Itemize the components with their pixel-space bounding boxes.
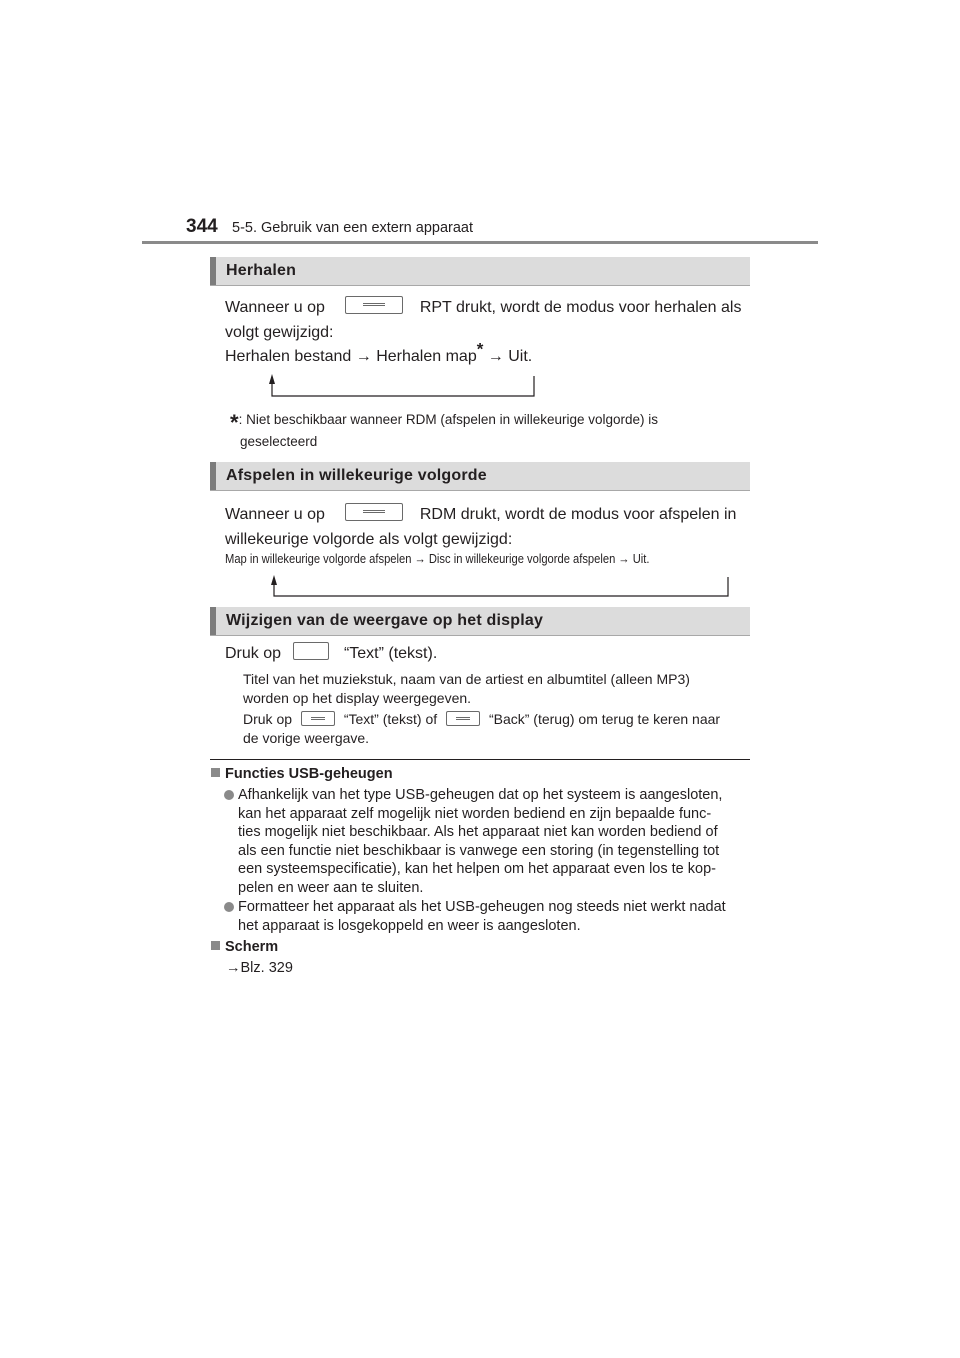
loop-back-arrow-icon xyxy=(262,573,737,601)
repeat-paragraph: Wanneer u op RPT drukt, wordt de modus voor herhalen als volgt gewijzigd: Herhalen bestand → Herhalen map* → Uit. xyxy=(225,296,745,376)
back-button-icon xyxy=(446,711,480,726)
bullet-dot-icon xyxy=(224,790,234,800)
repeat-sequence: Herhalen bestand → Herhalen map* → Uit. xyxy=(225,339,533,365)
chapter-title: 5-5. Gebruik van een extern apparaat xyxy=(232,220,474,236)
usb-bullet-1: Afhankelijk van het type USB-geheugen dat op het systeem is aangesloten, kan het apparaat zelf mogelijk niet worden bediend en zijn bepaalde func- ties mogelijk niet beschikbaar. Als het apparaat niet kan worden bediend of als een functie niet beschikbaar is vanwege een storing (in tegenstelling tot een systeemspecificatie), kan het helpen om het apparaat even los te kop- pelen en weer aan te sluiten. xyxy=(211,786,751,897)
section-title: Wijzigen van de weergave op het display xyxy=(226,612,544,629)
display-note-2: Druk op “Text” (tekst) of “Back” (terug) om terug te keren naar de vorige weergave. xyxy=(243,711,721,746)
arrow-icon: → xyxy=(355,348,372,365)
section-header-display xyxy=(210,607,750,636)
section-title: Herhalen xyxy=(226,262,297,279)
display-note-1: Titel van het muziekstuk, naam van de artiest en albumtitel (alleen MP3) worden op het display weergegeven. xyxy=(243,671,690,706)
usb-functions-heading: Functies USB-geheugen xyxy=(211,766,393,782)
arrow-icon: → xyxy=(487,348,504,365)
screen-page-ref: →Blz. 329 xyxy=(226,960,293,976)
text-button-icon xyxy=(301,711,335,726)
section-bar xyxy=(210,257,216,285)
section-bar xyxy=(210,607,216,635)
loop-back-arrow-icon xyxy=(260,372,545,400)
random-paragraph: Wanneer u op RDM drukt, wordt de modus voor afspelen in willekeurige volgorde als volgt gewijzigd: xyxy=(225,503,745,553)
screen-heading: Scherm xyxy=(211,939,278,955)
arrow-icon: → xyxy=(618,551,630,566)
repeat-footnote: *: Niet beschikbaar wanneer RDM (afspelen in willekeurige volgorde) is geselecteerd xyxy=(230,410,659,449)
usb-bullet-2: Formatteer het apparaat als het USB-geheugen nog steeds niet werkt nadat het apparaat is losgekoppeld en weer is aangesloten. xyxy=(211,898,751,935)
text-button-icon xyxy=(293,642,329,660)
square-bullet-icon xyxy=(211,941,220,950)
arrow-icon: → xyxy=(226,960,241,976)
section-divider xyxy=(210,759,750,760)
bullet-dot-icon xyxy=(224,902,234,912)
section-bar xyxy=(210,462,216,490)
display-paragraph: Druk op “Text” (tekst). xyxy=(225,642,745,668)
section-header-random xyxy=(210,462,750,491)
random-sequence: Map in willekeurige volgorde afspelen → Disc in willekeurige volgorde afspelen → Uit. xyxy=(225,551,650,566)
section-header-repeat xyxy=(210,257,750,286)
header-rule xyxy=(142,241,818,244)
rdm-button-icon xyxy=(345,503,403,521)
arrow-icon: → xyxy=(414,551,426,566)
square-bullet-icon xyxy=(211,768,220,777)
section-title: Afspelen in willekeurige volgorde xyxy=(226,467,487,484)
rpt-button-icon xyxy=(345,296,403,314)
page-number: 344 xyxy=(186,216,218,237)
